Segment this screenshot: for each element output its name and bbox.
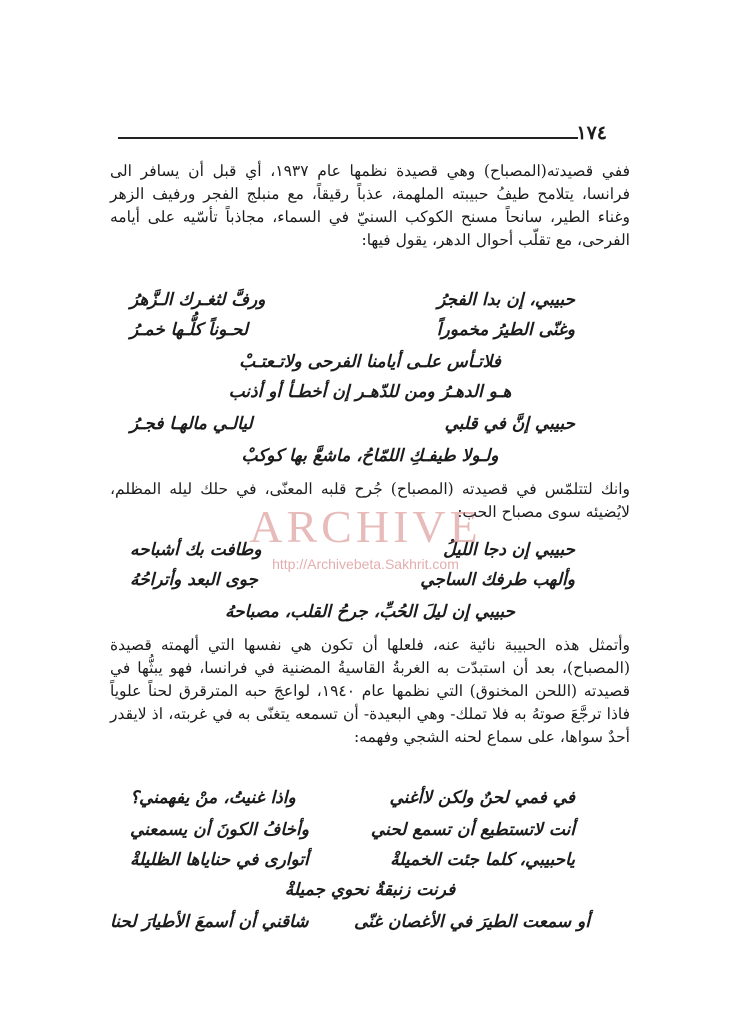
verse-hemistich: حبيبي إن دجا الليلُ	[443, 540, 575, 560]
verse-row	[130, 540, 575, 568]
verse-line: هـو الدهـرُ ومن للدّهـر إن أخطـأ أو أذنب	[228, 382, 512, 402]
watermark-url: http://Archivebeta.Sakhrit.com	[272, 556, 459, 572]
paragraph-1: ففي قصيدته(المصباح) وهي قصيدة نظمها عام ١٩٣٧، أي قبل أن يسافر الى فرانسا، يتلامح طيفُ حبيبته الملهمة، عذباً رقيقاً، مع منبلج الفجر ورفيف الزهر وغناء الطير، سانحاً مسنح الكوكب السنيّ في السماء، مجاذباً تأسّيه على أيامه الفرحى، مع تقلّب أحوال الدهر، يقول فيها:	[110, 162, 630, 249]
verse-hemistich: أتوارى في حناياها الظليلةْ	[130, 850, 309, 870]
verse-row	[130, 414, 575, 442]
verse-hemistich: حبيبي إنَّ في قلبي	[444, 414, 575, 434]
verse-hemistich: وغنّى الطيرُ مخموراً	[436, 320, 575, 340]
verse-line: فلاتـأس علـى أيامنا الفرحى ولاتـعتـبْ	[239, 352, 501, 372]
verse-row	[130, 850, 575, 878]
verse-line: فرنت زنبقةٌ نحوي جميلةْ	[284, 880, 456, 900]
verse-hemistich: أو سمعت الطيرَ في الأغصان غنّى	[353, 912, 590, 932]
verse-row	[130, 820, 575, 848]
verse-hemistich: ورفَّ لثغـرك الـزَّهرُ	[130, 290, 266, 310]
verse-hemistich: حبيبي، إن بدا الفجرُ	[437, 290, 575, 310]
paragraph-3: وأتمثل هذه الحبيبة نائية عنه، فلعلها أن تكون هي نفسها التي ألهمته قصيدة (المصباح)، بعد أن استبدّت به الغربةُ القاسيةُ المضنية في فرانسا، فهو يبثُّها في قصيدته (اللحن المخنوق) التي نظمها عام ١٩٤٠، لواعجَ حبه المترقرق لحناً علوياً فاذا ترجَّعَ صوتهُ به فلا تملك- وهي البعيدة- أن تسمعه يتغنّى به في غربته، اذ لايقدر أحدٌ سواها، على سماع لحنه الشجي وفهمه:	[110, 636, 630, 746]
verse-hemistich: أنت لاتستطيع أن تسمع لحني	[370, 820, 575, 840]
verse-hemistich: واذا غنيتُ، منْ يفهمني؟	[130, 788, 296, 808]
verse-hemistich: جوى البعد وأتراحُهُ	[130, 570, 258, 590]
verse-hemistich: ياحبيبي، كلما جئت الخميلةْ	[390, 850, 575, 870]
verse-hemistich: في فمي لحنٌ ولكن لاأغني	[389, 788, 575, 808]
verse-row	[110, 912, 590, 940]
verse-row	[130, 290, 575, 318]
page-number: ١٧٤	[576, 122, 607, 144]
watermark-logo: ARCHIVE	[249, 501, 482, 552]
header-rule	[118, 137, 578, 139]
paragraph-2: وانك لتتلمّس في قصيدته (المصباح) جُرح قلبه المعنّى، في حلك ليله المظلم، لايُضيئه سوى مصباح الحب:	[110, 480, 630, 521]
verse-hemistich: لحـوناً كلُّـها خمـرُ	[130, 320, 249, 340]
verse-hemistich: وطافت بك أشباحه	[130, 540, 262, 560]
verse-hemistich: وألهب طرفك الساجي	[420, 570, 575, 590]
verse-hemistich: وأخافُ الكونَ أن يسمعني	[130, 820, 309, 840]
verse-row	[130, 788, 575, 816]
verse-line: حبيبي إن ليلَ الحُبِّ، جرحُ القلب، مصباحهُ	[225, 602, 515, 622]
verse-row	[130, 570, 575, 598]
verse-row	[130, 320, 575, 348]
verse-hemistich: شاقني أن أسمعَ الأطيارَ لحنا	[110, 912, 309, 932]
verse-hemistich: ليالـي مالهـا فجـرُ	[130, 414, 253, 434]
verse-line: ولـولا طيفـكِ اللمّاحُ، ماشعَّ بها كوكبْ	[241, 446, 499, 466]
